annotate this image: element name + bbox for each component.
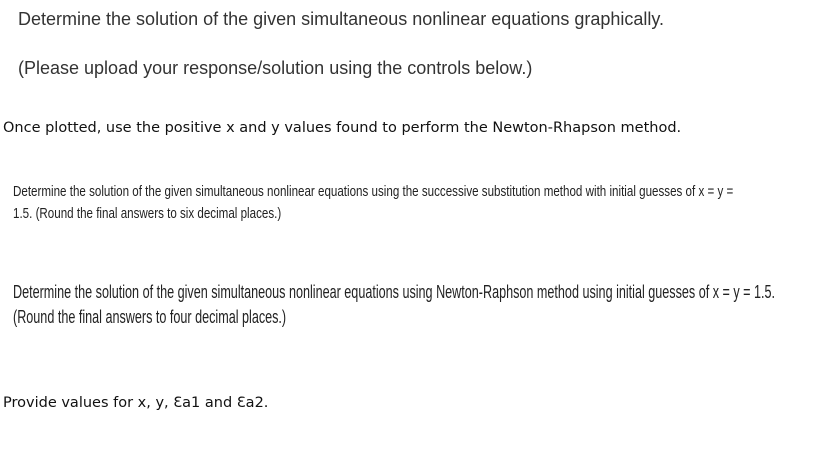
- successive-substitution-text-line1: Determine the solution of the given simultaneous nonlinear equations using the successive substitution method with initial guesses of x = y =: [13, 184, 734, 200]
- newton-raphson-text-line1: Determine the solution of the given simultaneous nonlinear equations using Newton-Raphson method using initial guesses of x = y = 1.5.: [13, 282, 776, 302]
- provide-values-text: Provide values for x, y, Ɛa1 and Ɛa2.: [3, 395, 269, 411]
- successive-substitution-text-line2: 1.5. (Round the final answers to six decimal places.): [13, 206, 282, 222]
- newton-instruction: Once plotted, use the positive x and y values found to perform the Newton-Rhapson method.: [3, 120, 682, 136]
- question-text: Determine the solution of the given simultaneous nonlinear equations graphically.: [18, 9, 665, 29]
- newton-raphson-text-line2: (Round the final answers to four decimal places.): [13, 307, 287, 327]
- upload-instruction: (Please upload your response/solution using the controls below.): [18, 58, 533, 78]
